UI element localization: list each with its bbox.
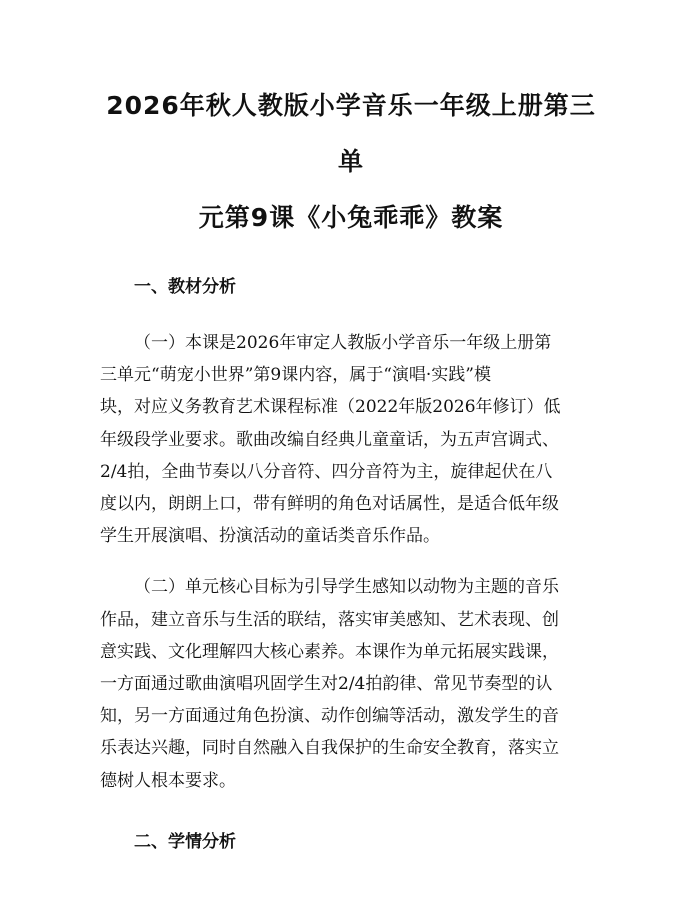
- paragraph-textbook-analysis-2: [100, 571, 602, 796]
- text-line: 知，另一方面通过角色扮演、动作创编等活动，激发学生的音: [100, 706, 559, 727]
- document-title: [100, 78, 602, 246]
- text-line: 度以内，朗朗上口，带有鲜明的角色对话属性，是适合低年级: [100, 494, 559, 515]
- section-heading-learner-analysis: 二、学情分析: [134, 831, 236, 852]
- title-line: 元第9课《小兔乖乖》教案: [198, 203, 504, 232]
- text-line: 年级段学业要求。歌曲改编自经典儿童童话，为五声宫调式、: [100, 429, 559, 450]
- text-line: 作品，建立音乐与生活的联结，落实审美感知、艺术表现、创: [100, 609, 559, 630]
- text-line: 乐表达兴趣，同时自然融入自我保护的生命安全教育，落实立: [100, 738, 559, 759]
- text-line: 学生开展演唱、扮演活动的童话类音乐作品。: [100, 526, 440, 547]
- text-line: 2/4拍，全曲节奏以八分音符、四分音符为主，旋律起伏在八: [100, 461, 553, 482]
- text-line: （二）单元核心目标为引导学生感知以动物为主题的音乐: [134, 577, 559, 598]
- title-line: 2026年秋人教版小学音乐一年级上册第三单: [106, 91, 596, 176]
- text-line: 三单元“萌宠小世界”第9课内容，属于“演唱·实践”模: [100, 365, 491, 386]
- text-line: 意实践、文化理解四大核心素养。本课作为单元拓展实践课，: [100, 641, 559, 662]
- paragraph-textbook-analysis-1: [100, 327, 602, 552]
- text-line: 块，对应义务教育艺术课程标准（2022年版2026年修订）低: [100, 397, 561, 418]
- section-heading-textbook-analysis: 一、教材分析: [134, 277, 236, 297]
- text-line: 一方面通过歌曲演唱巩固学生对2/4拍韵律、常见节奏型的认: [100, 674, 553, 695]
- text-line: （一）本课是2026年审定人教版小学音乐一年级上册第: [134, 333, 552, 353]
- text-line: 德树人根本要求。: [100, 770, 236, 791]
